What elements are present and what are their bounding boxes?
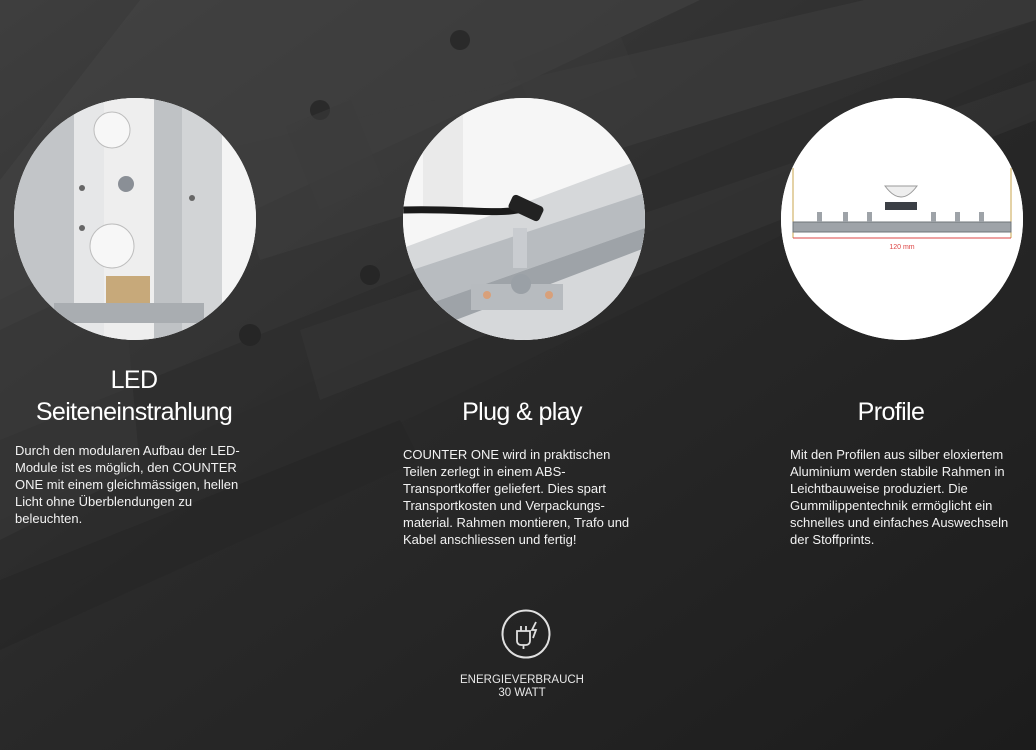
feature-led-title-line2: Seiteneinstrahlung — [35, 398, 233, 426]
energy-label: ENERGIEVERBRAUCH — [460, 674, 584, 686]
feature-plugplay-description: COUNTER ONE wird in praktischen Teilen zerlegt in einem ABS-Transportkoffer geliefert. Dies spart Transportkosten und Verpackungs-material. Rahmen montieren, Trafo und Kabel anschliessen und fertig! — [403, 447, 630, 547]
led-modules-photo — [14, 98, 256, 340]
feature-led-title-line1: LED — [110, 366, 158, 394]
feature-profile-description: Mit den Profilen aus silber eloxiertem Aluminium werden stabile Rahmen in Leichtbauweise produziert. Die Gummilippentechnik ermöglicht ein schnelles und einfaches Auswechseln der Stoffprints. — [790, 447, 1009, 547]
plug-lightning-icon — [501, 609, 551, 659]
cable-connector-photo — [403, 98, 645, 340]
energy-value: 30 WATT — [498, 687, 546, 699]
profile-diagram — [781, 98, 1023, 340]
feature-led-title — [14, 364, 254, 428]
feature-led-description: Durch den modularen Aufbau der LED-Module ist es möglich, den COUNTER ONE mit einem gleichmässigen, hellen Licht ohne Überblendungen zu beleuchten. — [15, 443, 240, 526]
profile-dimension-label: 120 mm — [889, 244, 915, 251]
feature-plugplay-title: Plug & play — [462, 398, 582, 426]
feature-profile-title: Profile — [857, 398, 925, 426]
